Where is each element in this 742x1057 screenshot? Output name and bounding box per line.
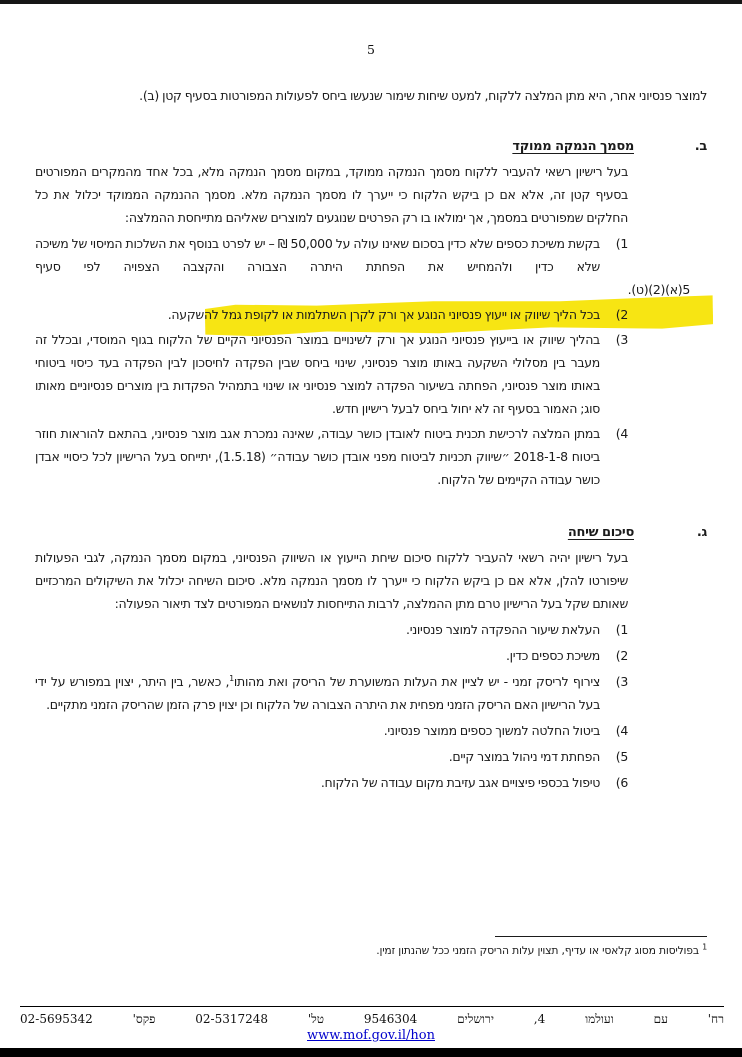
- item-text: בהליך שיווק או בייעוץ פנסיוני הנוגע אך ורק לשינויים במוצר הפנסיוני הקיים של הלקוח בגוף המוסדי, ובכלל זה מעבר בין מסלולי השקעה באותו מוצר פנסיוני, שינוי ביחס שבין הפקדה לחיסכון לבין הפקדה בעד כיסוי ביטוחי באותו מוצר פנסיוני, הפחתה בשיעור הפקדה למוצר פנסיוני או שינוי בתמהיל הפקדות בין מוצרים פנסיוניים מאותו סוג; האמור בסעיף זה לא יחול ביחס לבעל רישיון חדש.: [35, 332, 600, 416]
- footer-address-part: ירושלים: [457, 1012, 494, 1026]
- section-letter: ג.: [696, 525, 707, 540]
- list-item: [35, 618, 628, 641]
- footer-address-part: 02-5695342: [20, 1012, 93, 1026]
- section-title: סיכום שיחה: [567, 525, 634, 540]
- footnote-ref: 1: [229, 673, 234, 683]
- intro-paragraph: למוצר פנסיוני אחר, היא מתן המלצה ללקוח, למעט שיחות שימור שנעשו ביחס לפעולות המפורטות בסעיף קטן (ב).: [139, 88, 707, 103]
- item-text: בקשת משיכת כספים שלא כדין בסכום שאינו עולה על 50,000 ₪ – יש לפרט בנוסף את השלכות המיסוי של משיכה שלא כדין ולהמחיש את הפחתת היתרה הצבורה והקצבה הצפויה לפי סעיף 5(א)(2)(ט).: [35, 236, 690, 297]
- footnote-text: $^1$ בפוליסות מסוג קלאסי או עדיף, תצוין עלות הריסק הזמני ככל שהנתון זמין.: [376, 942, 707, 957]
- item-number: 2): [615, 307, 628, 322]
- item-number: 3): [615, 332, 628, 347]
- item-number: 5): [615, 749, 628, 764]
- section-b-content: [35, 160, 690, 491]
- footer-address-part: טל': [307, 1012, 325, 1026]
- list-item: [35, 771, 628, 794]
- item-number: 4): [615, 723, 628, 738]
- footer-address-part: 4,: [533, 1012, 546, 1026]
- item-text: ביטול החלטה למשוך כספים ממוצר פנסיוני.: [383, 723, 600, 738]
- item-number: 1): [615, 236, 628, 251]
- section-letter: ב.: [694, 139, 707, 154]
- footer-address-part: ועולמו: [585, 1012, 614, 1026]
- item-number: 2): [615, 648, 628, 663]
- page-content: [35, 84, 707, 797]
- item-number: 1): [615, 622, 628, 637]
- item-text: משיכת כספים כדין.: [505, 648, 600, 663]
- footnote-separator: [495, 936, 707, 937]
- list-item: [35, 745, 628, 768]
- footer-address-part: עם: [653, 1012, 668, 1026]
- footnote-area: [35, 936, 707, 958]
- scan-edge-top: [0, 0, 742, 4]
- item-number: 3): [615, 674, 628, 689]
- list-item: [35, 719, 628, 742]
- footer-address-part: 9546304: [363, 1012, 418, 1026]
- section-title: מסמך הנמקה ממוקד: [512, 139, 634, 154]
- footer-address-part: 02-5317248: [195, 1012, 269, 1026]
- list-item: [35, 328, 628, 420]
- list-item: [35, 670, 628, 716]
- list-item: [35, 303, 628, 326]
- section-g-list: [35, 618, 628, 794]
- item-text: טיפול בכספי פיצויים אגב עזיבת מקום עבודה של הלקוח.: [320, 775, 600, 790]
- item-text: בכל הליך שיווק או ייעוץ פנסיוני הנוגע אך ורק לקרן השתלמות או לקופת גמל להשקעה.: [167, 307, 600, 322]
- footer-address-bar: [20, 1006, 724, 1027]
- item-number: 6): [615, 775, 628, 790]
- footnote-ref: 1: [702, 942, 707, 952]
- section-heading-b: [35, 135, 707, 158]
- section-g-body: בעל רישיון יהיה רשאי להעביר ללקוח סיכום שיחת הייעוץ או השיווק הפנסיוני, במקום מסמך הנמקה, לגבי הפעולות שיפורטו להלן, אלא אם כן ביקש הלקוח כי ייערך לו מסמך הנמקה מלא. סיכום השיחה יכלול את השיקולים המרכזיים שאותם שקל בעל הרישיון טרם מתן ההמלצה, לרבות התייחסות לנושאים המפורטים לצד תיאור הפעולה:: [35, 550, 628, 611]
- item-text: צירוף לריסק זמני - יש לציין את העלות המשוערת של הריסק ואת מהותו$^1$, כאשר, בין היתר, יצוין במפורש על ידי בעל הרישיון האם הריסק הזמני מפחית את היתרה הצבורה של הלקוח וכן יצוין פרק הזמן שהריסק הזמני מתקיים.: [35, 673, 600, 712]
- list-item: [35, 232, 690, 301]
- footer-url-wrap: [0, 1028, 742, 1043]
- section-g-content: [35, 546, 628, 794]
- item-text: הפחתת דמי ניהול במוצר קיים.: [448, 749, 600, 764]
- footer-address-part: רח': [707, 1012, 724, 1026]
- item-text: העלאת שיעור ההפקדה למוצר פנסיוני.: [406, 622, 600, 637]
- scan-edge-bottom: [0, 1048, 742, 1057]
- section-heading-g: [35, 521, 707, 544]
- website-link[interactable]: www.mof.gov.il/hon: [307, 1028, 435, 1043]
- page-number: 5: [367, 42, 375, 57]
- list-item: [35, 644, 628, 667]
- footer-address-row: [20, 1012, 724, 1027]
- footer-address-part: פקס': [132, 1012, 156, 1026]
- list-item: [35, 422, 628, 491]
- item-number: 4): [615, 426, 628, 441]
- section-b-list: [35, 232, 690, 491]
- section-b-body: בעל רישיון רשאי להעביר ללקוח מסמך הנמקה ממוקד, במקום מסמך הנמקה מלא, בכל אחד מהמקרים המפורטים בסעיף קטן זה, אלא אם כן ביקש הלקוח כי ייערך לו מסמך הנמקה מלא. מסמך ההנמקה הממוקד יכלול את כל החלקים שמפורטים במסמך, אך ימולאו בו רק הפרטים שנוגעים למוצרים שאליהם מתייחסת ההמלצה:: [35, 164, 628, 225]
- item-text: במתן המלצה לרכישת תכנית ביטוח לאובדן כושר עבודה, שאינה נמכרת אגב מוצר פנסיוני, בהתאם להוראות חוזר ביטוח 2018-1-8 ״שיווק תכניות לביטוח מפני אובדן כושר עבודה״ (1.5.18), יתייחס בעל הרישיון לכל כיסויי אבדן כושר עבודה הקיימים של הלקוח.: [35, 426, 600, 487]
